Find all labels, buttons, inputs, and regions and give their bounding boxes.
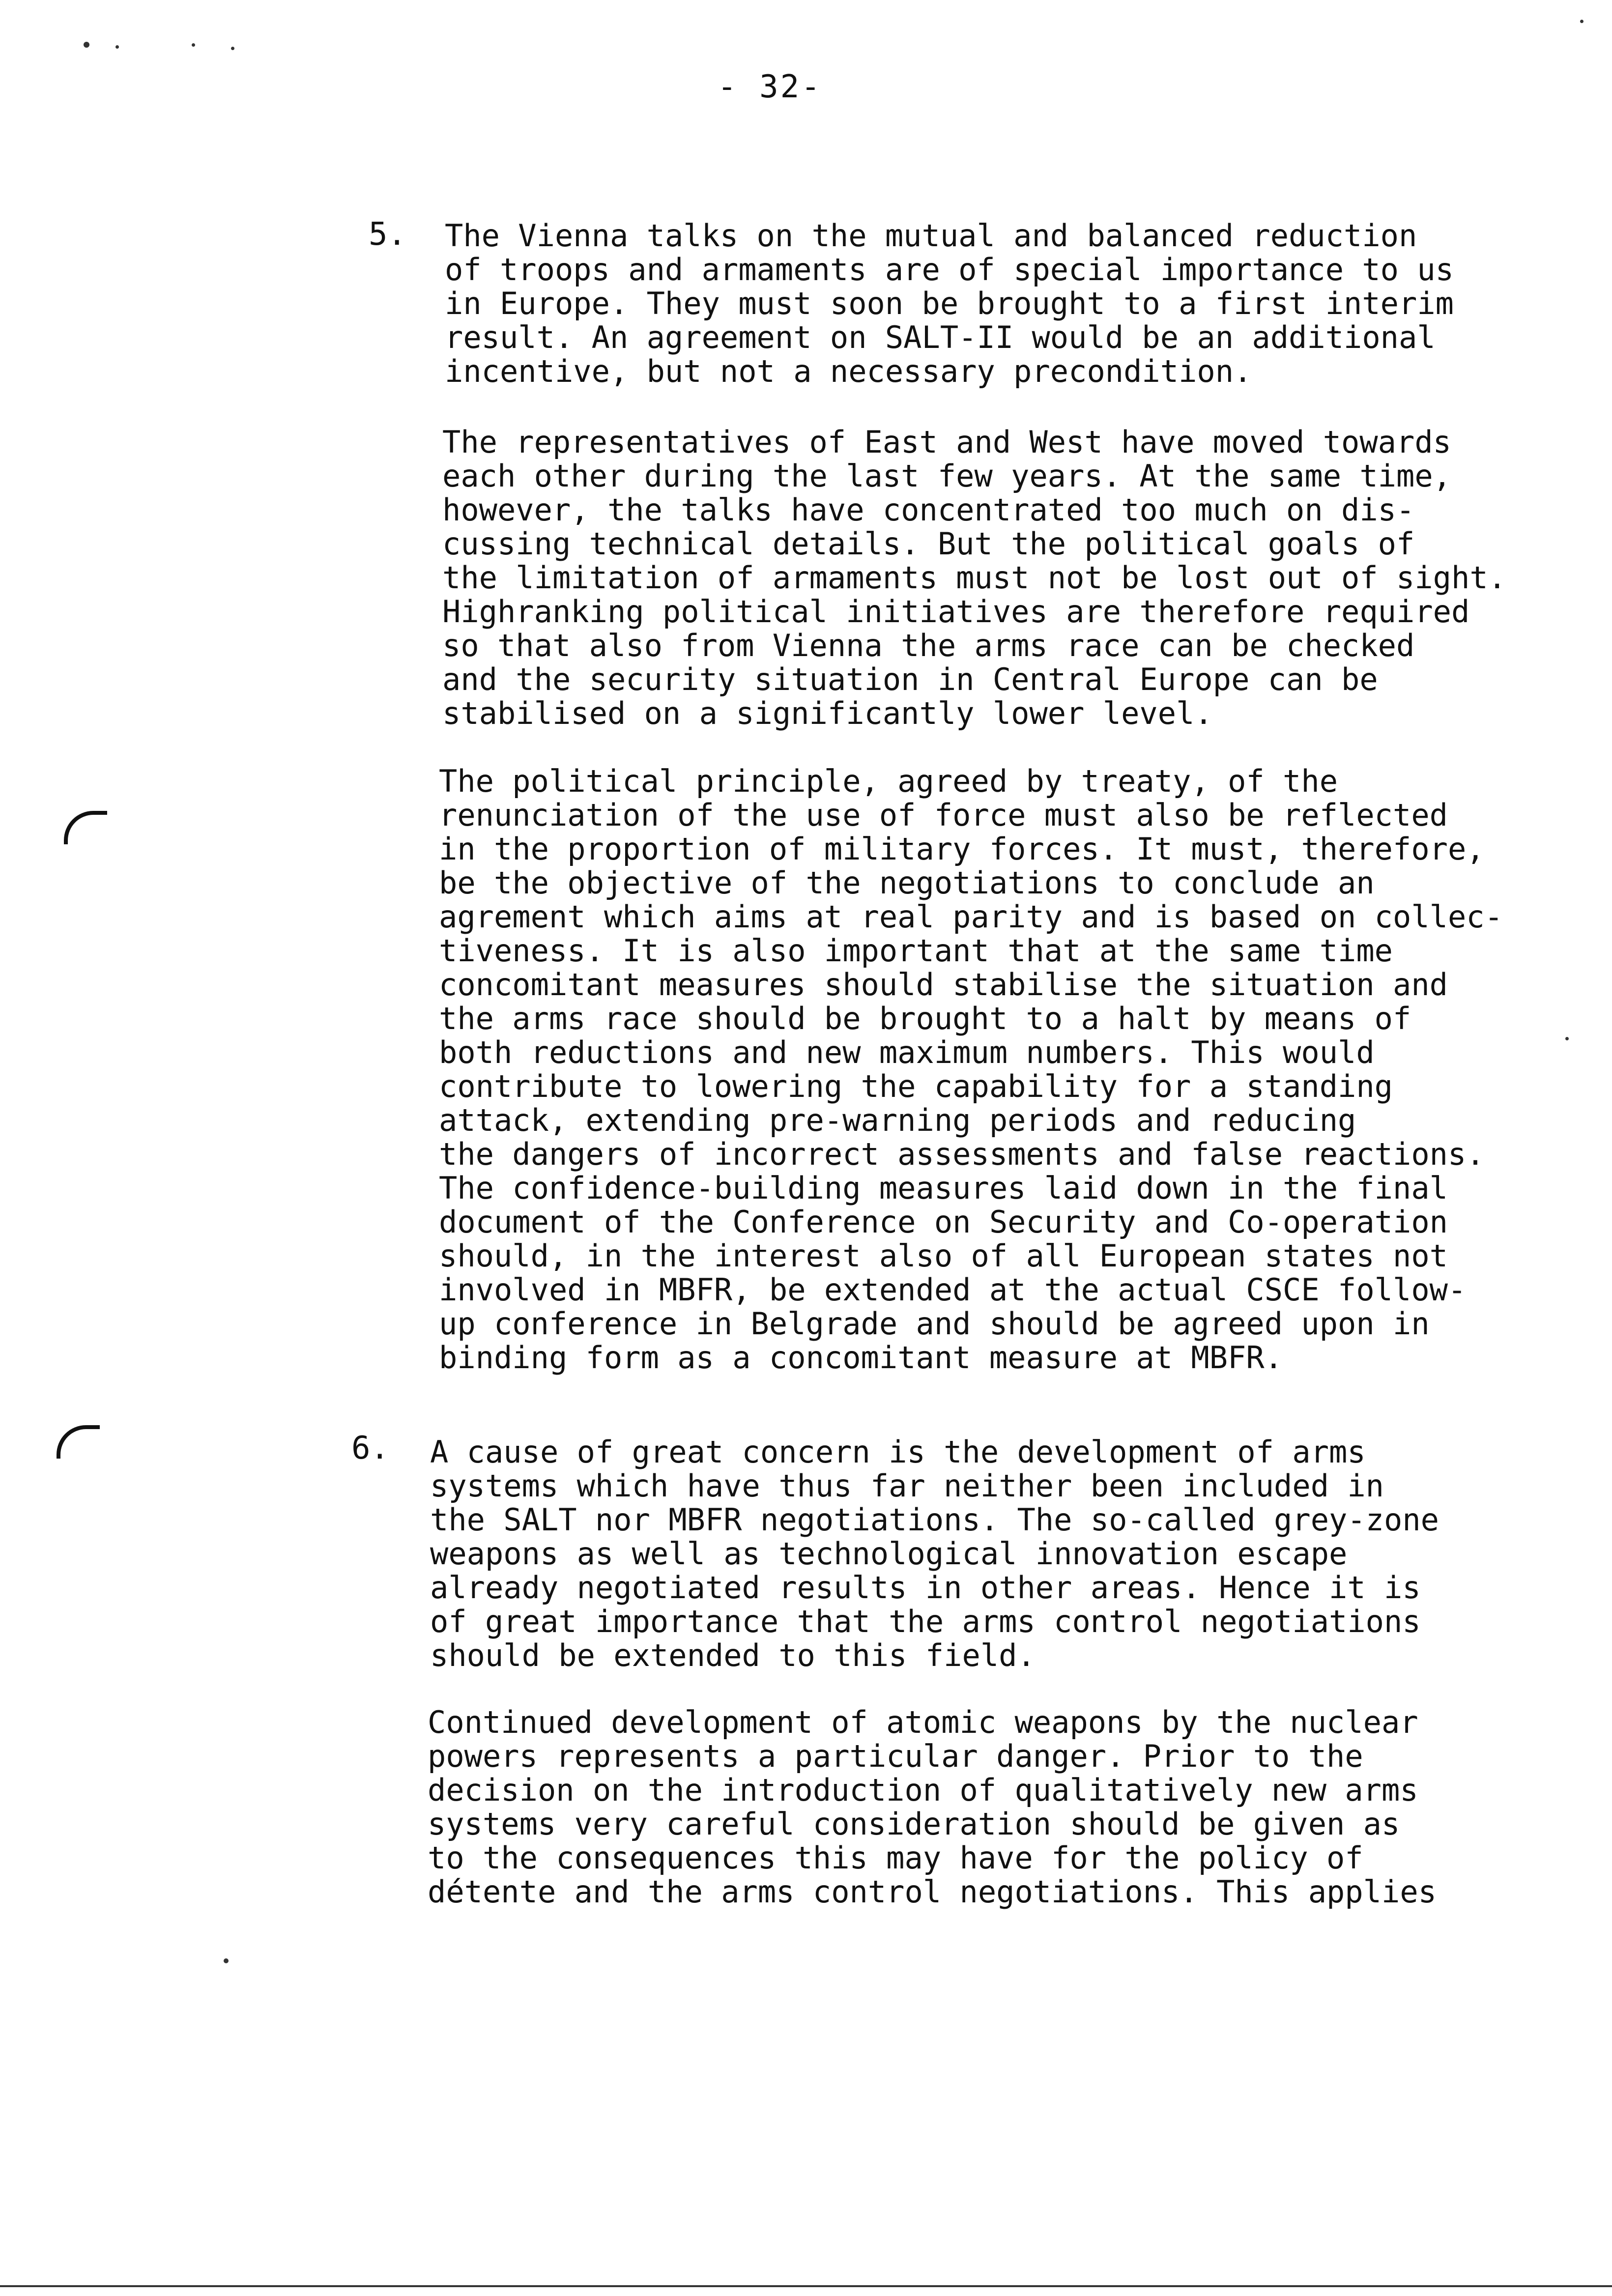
scan-speck: [1580, 20, 1583, 23]
scan-speck: [224, 1958, 229, 1963]
scan-speck: [84, 42, 89, 48]
scan-speck: [1565, 1037, 1569, 1040]
paragraph: The Vienna talks on the mutual and balanced reduction of troops and armaments are of special importance to us in Europe. They must soon be brought to a first interim result. An agreement on SALT-II would be an additional incentive, but not a necessary precondition.: [445, 218, 1454, 389]
page-number: - 32-: [718, 69, 822, 105]
scan-speck: [231, 47, 234, 50]
margin-mark: [57, 1425, 100, 1459]
scan-speck: [115, 45, 119, 49]
margin-mark: [64, 811, 107, 844]
paragraph: The political principle, agreed by treaty, of the renunciation of the use of force must also be reflected in the proportion of military forces. It must, therefore, be the objective of the negotiations to conclude an agrement which aims at real parity and is based on collec- tiveness. It is also important that at the same time concomitant measures should stabilise the situation and the arms race should be brought to a halt by means of both reductions and new maximum numbers. This would contribute to lowering the capability for a standing attack, extending pre-warning periods and reducing the dangers of incorrect assessments and false reactions. The confidence-building measures laid down in the final document of the Conference on Security and Co-operation should, in the interest also of all European states not involved in MBFR, be extended at the actual CSCE follow- up conference in Belgrade and should be agreed upon in binding form as a concomitant measure at MBFR.: [439, 763, 1503, 1376]
paragraph: The representatives of East and West have moved towards each other during the last few years. At the same time, however, the talks have concentrated too much on dis- cussing technical details. But the political goals of the limitation of armaments must not be lost out of sight. Highranking political initiatives are therefore required so that also from Vienna the arms race can be checked and the security situation in Central Europe can be stabilised on a significantly lower level.: [442, 424, 1506, 731]
section-number: 5.: [369, 216, 407, 253]
paragraph: A cause of great concern is the development of arms systems which have thus far neither been included in the SALT nor MBFR negotiations. The so-called grey-zone weapons as well as technological innovation escape already negotiated results in other areas. Hence it is of great importance that the arms control negotiations should be extended to this field.: [430, 1434, 1439, 1673]
paragraph: Continued development of atomic weapons by the nuclear powers represents a particular danger. Prior to the decision on the introduction of qualitatively new arms systems very careful consideration should be given as to the consequences this may have for the policy of détente and the arms control negotiations. This applies: [428, 1704, 1437, 1910]
section-number: 6.: [351, 1430, 390, 1466]
page-edge-rule: [0, 2285, 1612, 2287]
scan-speck: [192, 43, 195, 47]
